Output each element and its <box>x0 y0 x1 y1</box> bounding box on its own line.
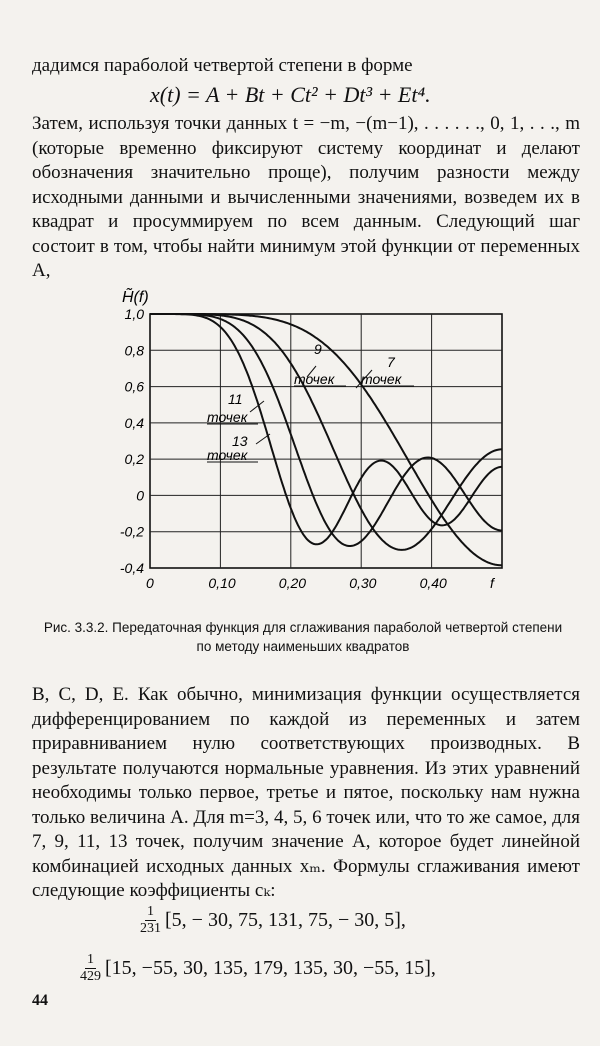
y-tick-label: 0 <box>136 487 144 504</box>
annotation-7-count: 7 <box>387 354 395 370</box>
x-tick-label: f <box>490 575 494 591</box>
formula-quartic: x(t) = A + Bt + Ct² + Dt³ + Et⁴. <box>150 82 431 107</box>
coef-numerator: 1 <box>87 952 94 967</box>
annotation-11-unit: точек <box>207 409 248 425</box>
plot-frame <box>150 314 502 568</box>
coefficients-7-points <box>140 904 406 937</box>
x-tick-label: 0 <box>146 575 154 591</box>
x-tick-label: 0,40 <box>419 575 447 591</box>
x-tick-label: 0,30 <box>349 575 377 591</box>
annotation-13-unit: точек <box>207 447 248 463</box>
transfer-function-chart <box>0 284 600 614</box>
y-tick-label: 0,8 <box>124 342 144 359</box>
y-tick-label: 0,4 <box>124 414 144 431</box>
coef-list: [15, −55, 30, 135, 179, 135, 30, −55, 15], <box>105 957 436 979</box>
y-tick-label: 1,0 <box>124 306 144 322</box>
annotation-9-count: 9 <box>314 341 322 357</box>
paragraph-normal-equations: B, C, D, E. Как обычно, минимизация функции осуществляется дифференцированием по каждой из переменных и затем приравниванием нулю соответствующих производных. В результате получаются нормальные уравнения. Из этих уравнений необходимы только первое, третье и пятое, поскольку нам нужна только величина A. Для m=3, 4, 5, 6 точек или, что то же самое, для 7, 9, 11, 13 точек, получим значение A, которое будет линейной комбинацией исходных данных xₘ. Формулы сглаживания имеют следующие коэффициенты cₖ: <box>32 684 580 901</box>
annotation-7-unit: точек <box>361 371 402 387</box>
coef-numerator: 1 <box>147 904 154 919</box>
y-tick-label: 0,6 <box>124 378 144 395</box>
figure-caption: Рис. 3.3.2. Передаточная функция для сглаживания параболой четвертой степени по методу наименьших квадратов <box>43 620 563 654</box>
series-line-9-points <box>150 314 502 550</box>
chart-series <box>150 314 502 565</box>
coef-list: [5, − 30, 75, 131, 75, − 30, 5], <box>165 909 406 931</box>
annotation-11-count: 11 <box>228 391 243 407</box>
y-axis-label: H̃(f) <box>122 289 149 306</box>
y-tick-label: -0,2 <box>119 523 144 540</box>
coefficients-9-points <box>80 952 436 985</box>
annotation-9-unit: точек <box>294 371 335 387</box>
series-line-13-points <box>150 314 502 544</box>
y-tick-label: -0,4 <box>119 560 144 576</box>
annotation-9 <box>294 341 346 387</box>
x-tick-label: 0,20 <box>278 575 307 591</box>
x-tick-label: 0,10 <box>208 575 236 591</box>
series-line-7-points <box>150 314 502 565</box>
chart-ticks <box>120 306 496 591</box>
paragraph-method: Затем, используя точки данных t = −m, −(m−1), . . . . . ., 0, 1, . . ., m (которые временно фиксируют систему координат и делают обозначения значительно проще), получим разности между исходными данными и вычисленными значениями, возведем их в квадрат и просуммируем по всем данным. Следующий шаг состоит в том, чтобы найти минимум этой функции от переменных A, <box>32 113 580 281</box>
chart-grid <box>150 314 502 568</box>
y-tick-label: 0,2 <box>124 451 144 468</box>
annotation-7 <box>356 354 414 388</box>
annotation-13 <box>207 433 270 463</box>
page-number: 44 <box>32 992 48 1009</box>
coef-denominator: 231 <box>140 921 161 936</box>
coef-fraction-9 <box>80 952 101 985</box>
paragraph-intro: дадимся параболой четвертой степени в форме <box>32 55 413 76</box>
annotation-13-count: 13 <box>232 433 248 449</box>
coef-denominator: 429 <box>80 969 101 984</box>
coef-fraction-7 <box>140 904 161 937</box>
